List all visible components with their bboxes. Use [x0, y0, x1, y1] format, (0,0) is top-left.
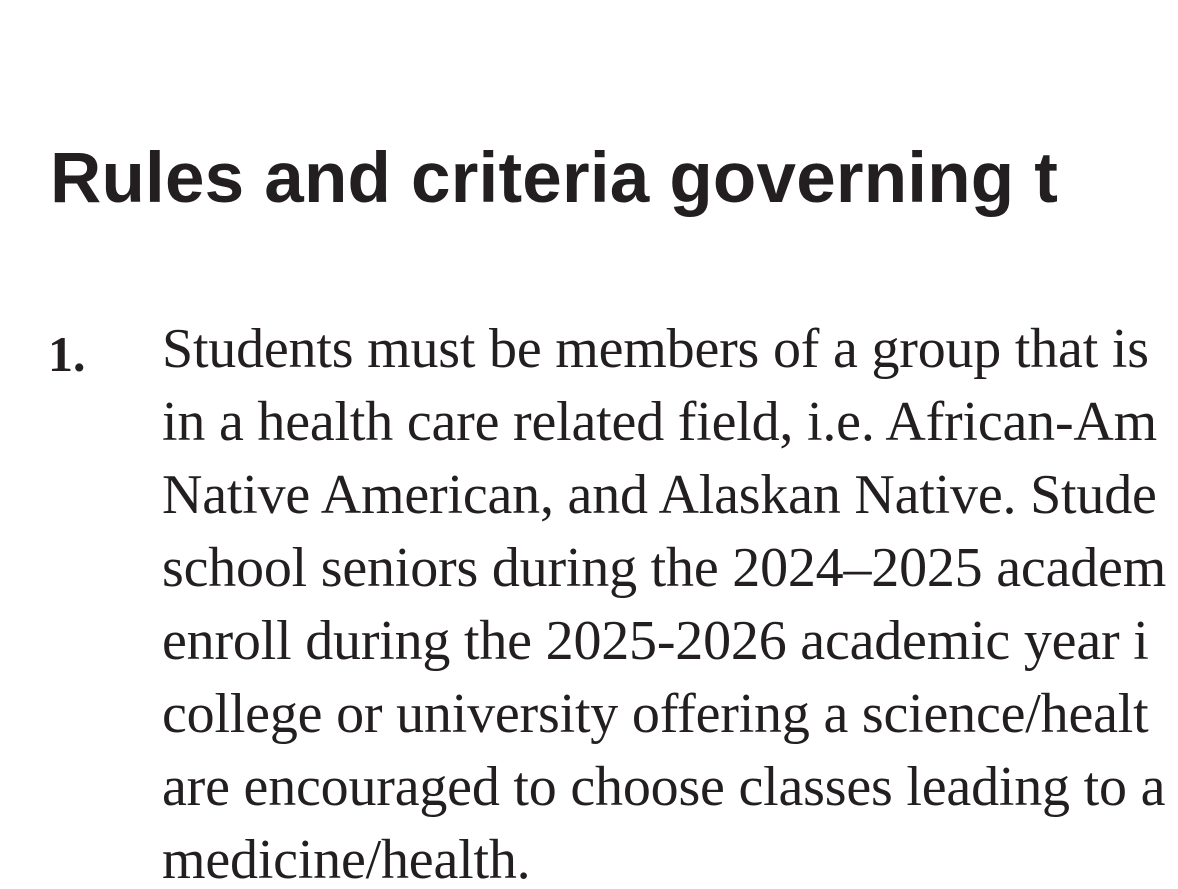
section-heading: Rules and criteria governing t — [50, 139, 1059, 218]
rule-text-line: in a health care related field, i.e. African-Am — [162, 391, 1157, 453]
rule-text-line: medicine/health. — [162, 829, 531, 889]
rule-text — [162, 313, 1166, 889]
rule-text-line: are encouraged to choose classes leading to a — [162, 756, 1166, 818]
rule-text-line: enroll during the 2025-2026 academic year i — [162, 610, 1149, 672]
rule-text-line: Students must be members of a group that is — [162, 318, 1149, 380]
rule-text-line: Native American, and Alaskan Native. Stude — [162, 464, 1157, 526]
rule-text-line: school seniors during the 2024–2025 academ — [162, 537, 1167, 599]
rule-text-line: college or university offering a science/healt — [162, 683, 1149, 745]
rule-number: 1. — [48, 326, 86, 382]
